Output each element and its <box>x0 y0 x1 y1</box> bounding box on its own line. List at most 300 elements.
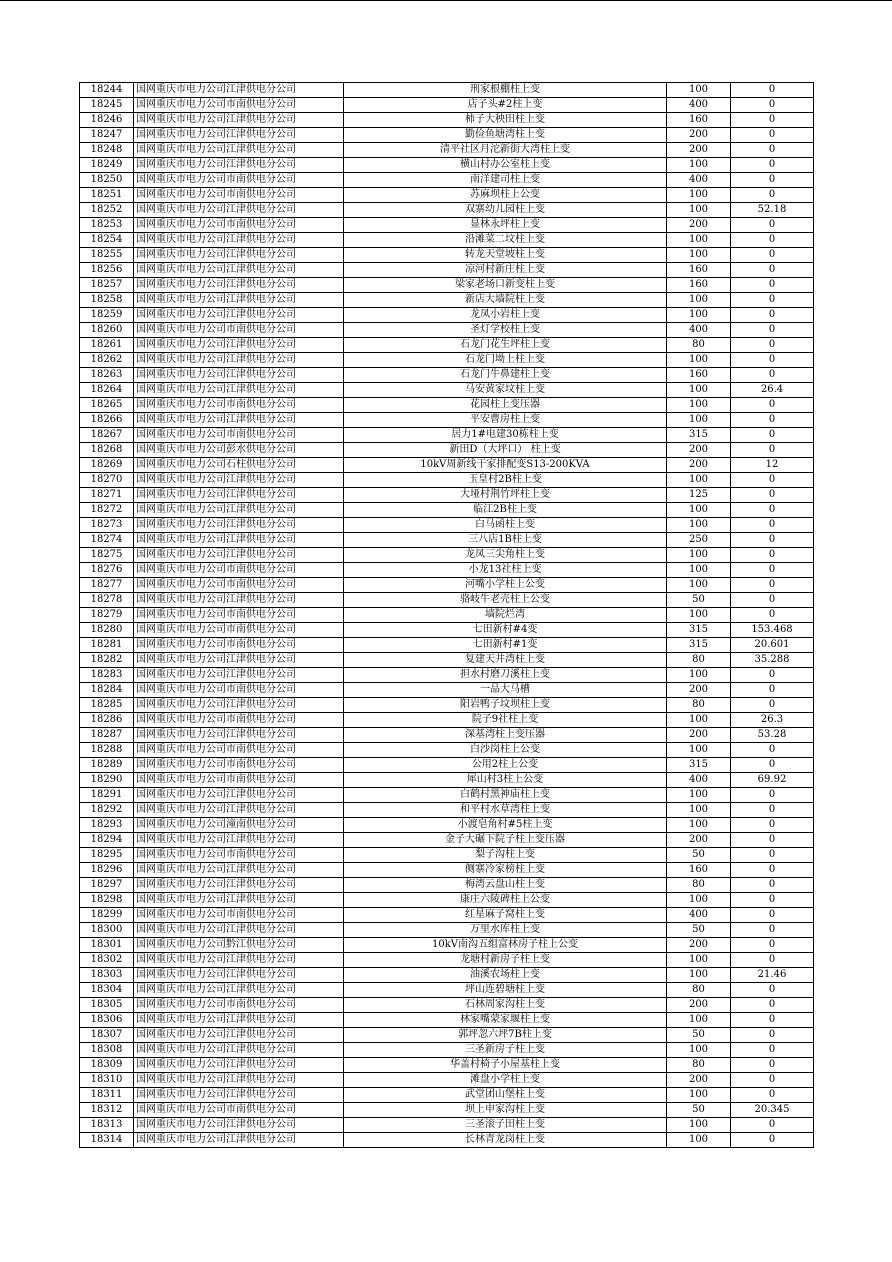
value-cell: 53.28 <box>731 728 814 743</box>
table-row <box>80 188 814 203</box>
table-row <box>80 683 814 698</box>
transformer-name-cell: 七田新村#4变 <box>344 623 667 638</box>
row-id-cell: 18256 <box>80 263 134 278</box>
company-cell: 国网重庆市电力公司市南供电分公司 <box>134 98 344 113</box>
transformer-name-cell: 马安黄家坟柱上变 <box>344 383 667 398</box>
value-cell: 0 <box>731 668 814 683</box>
table-row <box>80 743 814 758</box>
company-cell: 国网重庆市电力公司潼南供电分公司 <box>134 818 344 833</box>
company-cell: 国网重庆市电力公司市南供电分公司 <box>134 563 344 578</box>
value-cell: 0 <box>731 158 814 173</box>
value-cell: 0 <box>731 98 814 113</box>
transformer-name-cell: 一品大马槽 <box>344 683 667 698</box>
row-id-cell: 18292 <box>80 803 134 818</box>
transformer-name-cell: 南洋建司柱上变 <box>344 173 667 188</box>
company-cell: 国网重庆市电力公司江津供电分公司 <box>134 353 344 368</box>
table-row <box>80 653 814 668</box>
table-row <box>80 1058 814 1073</box>
value-cell: 0 <box>731 923 814 938</box>
transformer-name-cell: 犀山村3柱上公变 <box>344 773 667 788</box>
capacity-cell: 400 <box>667 98 731 113</box>
value-cell: 0 <box>731 818 814 833</box>
capacity-cell: 100 <box>667 413 731 428</box>
transformer-name-cell: 华盖村椅子小屋基柱上变 <box>344 1058 667 1073</box>
row-id-cell: 18285 <box>80 698 134 713</box>
capacity-cell: 100 <box>667 608 731 623</box>
capacity-cell: 200 <box>667 998 731 1013</box>
company-cell: 国网重庆市电力公司市南供电分公司 <box>134 1103 344 1118</box>
company-cell: 国网重庆市电力公司市南供电分公司 <box>134 758 344 773</box>
capacity-cell: 100 <box>667 353 731 368</box>
company-cell: 国网重庆市电力公司江津供电分公司 <box>134 383 344 398</box>
row-id-cell: 18294 <box>80 833 134 848</box>
value-cell: 0 <box>731 128 814 143</box>
value-cell: 0 <box>731 143 814 158</box>
company-cell: 国网重庆市电力公司江津供电分公司 <box>134 143 344 158</box>
row-id-cell: 18253 <box>80 218 134 233</box>
company-cell: 国网重庆市电力公司江津供电分公司 <box>134 1073 344 1088</box>
value-cell: 0 <box>731 368 814 383</box>
table-row <box>80 1118 814 1133</box>
row-id-cell: 18254 <box>80 233 134 248</box>
capacity-cell: 50 <box>667 848 731 863</box>
transformer-name-cell: 转龙天堂坡柱上变 <box>344 248 667 263</box>
row-id-cell: 18244 <box>80 83 134 98</box>
value-cell: 0 <box>731 848 814 863</box>
transformer-name-cell: 林家嘴蒙家堰柱上变 <box>344 1013 667 1028</box>
table-row <box>80 413 814 428</box>
capacity-cell: 200 <box>667 938 731 953</box>
company-cell: 国网重庆市电力公司市南供电分公司 <box>134 173 344 188</box>
transformer-name-cell: 柿子大秧田柱上变 <box>344 113 667 128</box>
row-id-cell: 18250 <box>80 173 134 188</box>
capacity-cell: 100 <box>667 668 731 683</box>
table-row <box>80 458 814 473</box>
company-cell: 国网重庆市电力公司江津供电分公司 <box>134 1133 344 1148</box>
table-row <box>80 1013 814 1028</box>
company-cell: 国网重庆市电力公司市南供电分公司 <box>134 188 344 203</box>
company-cell: 国网重庆市电力公司江津供电分公司 <box>134 968 344 983</box>
capacity-cell: 100 <box>667 233 731 248</box>
value-cell: 0 <box>731 683 814 698</box>
transformer-name-cell: 三八店1B柱上变 <box>344 533 667 548</box>
row-id-cell: 18284 <box>80 683 134 698</box>
company-cell: 国网重庆市电力公司江津供电分公司 <box>134 1088 344 1103</box>
company-cell: 国网重庆市电力公司江津供电分公司 <box>134 338 344 353</box>
value-cell: 0 <box>731 608 814 623</box>
capacity-cell: 400 <box>667 173 731 188</box>
value-cell: 0 <box>731 263 814 278</box>
company-cell: 国网重庆市电力公司彭水供电分公司 <box>134 443 344 458</box>
table-row <box>80 248 814 263</box>
capacity-cell: 200 <box>667 458 731 473</box>
row-id-cell: 18245 <box>80 98 134 113</box>
transformer-name-cell: 大垭村荆竹坪柱上变 <box>344 488 667 503</box>
transformer-name-cell: 临江2B柱上变 <box>344 503 667 518</box>
value-cell: 0 <box>731 473 814 488</box>
value-cell: 0 <box>731 803 814 818</box>
transformer-name-cell: 10kV周新线干家排配变S13-200KVA <box>344 458 667 473</box>
capacity-cell: 100 <box>667 563 731 578</box>
value-cell: 0 <box>731 998 814 1013</box>
transformer-name-cell: 复建天井湾柱上变 <box>344 653 667 668</box>
transformer-name-cell: 白马函柱上变 <box>344 518 667 533</box>
row-id-cell: 18259 <box>80 308 134 323</box>
value-cell: 69.92 <box>731 773 814 788</box>
capacity-cell: 100 <box>667 788 731 803</box>
value-cell: 0 <box>731 833 814 848</box>
table-row <box>80 593 814 608</box>
company-cell: 国网重庆市电力公司市南供电分公司 <box>134 683 344 698</box>
value-cell: 0 <box>731 338 814 353</box>
row-id-cell: 18268 <box>80 443 134 458</box>
row-id-cell: 18262 <box>80 353 134 368</box>
transformer-name-cell: 公用2柱上公变 <box>344 758 667 773</box>
company-cell: 国网重庆市电力公司江津供电分公司 <box>134 788 344 803</box>
company-cell: 国网重庆市电力公司市南供电分公司 <box>134 848 344 863</box>
transformer-name-cell: 龙凤三尖角柱上变 <box>344 548 667 563</box>
row-id-cell: 18263 <box>80 368 134 383</box>
table-row <box>80 863 814 878</box>
transformer-name-cell: 横山村办公室柱上变 <box>344 158 667 173</box>
table-row <box>80 893 814 908</box>
capacity-cell: 160 <box>667 113 731 128</box>
company-cell: 国网重庆市电力公司江津供电分公司 <box>134 653 344 668</box>
value-cell: 0 <box>731 1013 814 1028</box>
company-cell: 国网重庆市电力公司黔江供电分公司 <box>134 938 344 953</box>
value-cell: 0 <box>731 518 814 533</box>
capacity-cell: 100 <box>667 578 731 593</box>
company-cell: 国网重庆市电力公司江津供电分公司 <box>134 203 344 218</box>
value-cell: 52.18 <box>731 203 814 218</box>
value-cell: 26.3 <box>731 713 814 728</box>
row-id-cell: 18266 <box>80 413 134 428</box>
value-cell: 0 <box>731 293 814 308</box>
value-cell: 0 <box>731 1088 814 1103</box>
row-id-cell: 18282 <box>80 653 134 668</box>
capacity-cell: 80 <box>667 983 731 998</box>
value-cell: 0 <box>731 863 814 878</box>
company-cell: 国网重庆市电力公司江津供电分公司 <box>134 668 344 683</box>
transformer-name-cell: 武堂团山堡柱上变 <box>344 1088 667 1103</box>
value-cell: 0 <box>731 1133 814 1148</box>
company-cell: 国网重庆市电力公司市南供电分公司 <box>134 908 344 923</box>
company-cell: 国网重庆市电力公司江津供电分公司 <box>134 593 344 608</box>
capacity-cell: 200 <box>667 833 731 848</box>
row-id-cell: 18267 <box>80 428 134 443</box>
company-cell: 国网重庆市电力公司江津供电分公司 <box>134 128 344 143</box>
capacity-cell: 100 <box>667 818 731 833</box>
value-cell: 0 <box>731 323 814 338</box>
transformer-name-cell: 玉皇村2B柱上变 <box>344 473 667 488</box>
top-rule <box>0 0 892 1</box>
row-id-cell: 18277 <box>80 578 134 593</box>
table-row <box>80 698 814 713</box>
row-id-cell: 18281 <box>80 638 134 653</box>
transformer-name-cell: 万里水库柱上变 <box>344 923 667 938</box>
row-id-cell: 18305 <box>80 998 134 1013</box>
value-cell: 0 <box>731 1028 814 1043</box>
capacity-cell: 100 <box>667 803 731 818</box>
value-cell: 0 <box>731 743 814 758</box>
company-cell: 国网重庆市电力公司江津供电分公司 <box>134 893 344 908</box>
company-cell: 国网重庆市电力公司江津供电分公司 <box>134 233 344 248</box>
capacity-cell: 160 <box>667 263 731 278</box>
capacity-cell: 100 <box>667 248 731 263</box>
transformer-name-cell: 龙凤小岩柱上变 <box>344 308 667 323</box>
table-row <box>80 263 814 278</box>
company-cell: 国网重庆市电力公司江津供电分公司 <box>134 698 344 713</box>
transformer-name-cell: 阳岩鸭子坟坝柱上变 <box>344 698 667 713</box>
row-id-cell: 18304 <box>80 983 134 998</box>
capacity-cell: 400 <box>667 323 731 338</box>
table-row <box>80 668 814 683</box>
row-id-cell: 18270 <box>80 473 134 488</box>
table-row <box>80 878 814 893</box>
row-id-cell: 18247 <box>80 128 134 143</box>
company-cell: 国网重庆市电力公司江津供电分公司 <box>134 1028 344 1043</box>
capacity-cell: 200 <box>667 1073 731 1088</box>
company-cell: 国网重庆市电力公司江津供电分公司 <box>134 833 344 848</box>
capacity-cell: 160 <box>667 863 731 878</box>
row-id-cell: 18275 <box>80 548 134 563</box>
table-row <box>80 473 814 488</box>
table-row <box>80 203 814 218</box>
value-cell: 12 <box>731 458 814 473</box>
company-cell: 国网重庆市电力公司石柱供电分公司 <box>134 458 344 473</box>
value-cell: 0 <box>731 1118 814 1133</box>
table-row <box>80 428 814 443</box>
transformer-name-cell: 凉河村新庄柱上变 <box>344 263 667 278</box>
table-row <box>80 173 814 188</box>
table-row <box>80 998 814 1013</box>
transformer-name-cell: 侧寨冷家榜柱上变 <box>344 863 667 878</box>
company-cell: 国网重庆市电力公司江津供电分公司 <box>134 158 344 173</box>
table-row <box>80 1073 814 1088</box>
transformer-name-cell: 花园柱上变压器 <box>344 398 667 413</box>
capacity-cell: 80 <box>667 878 731 893</box>
transformer-name-cell: 龙塘村新房子柱上变 <box>344 953 667 968</box>
capacity-cell: 315 <box>667 758 731 773</box>
capacity-cell: 100 <box>667 518 731 533</box>
transformer-name-cell: 梨子沟柱上变 <box>344 848 667 863</box>
transformer-name-cell: 新田D（大坪口） 柱上变 <box>344 443 667 458</box>
table-row <box>80 818 814 833</box>
row-id-cell: 18290 <box>80 773 134 788</box>
table-row <box>80 233 814 248</box>
table-row <box>80 128 814 143</box>
transformer-name-cell: 三圣滚子田柱上变 <box>344 1118 667 1133</box>
row-id-cell: 18272 <box>80 503 134 518</box>
company-cell: 国网重庆市电力公司江津供电分公司 <box>134 503 344 518</box>
value-cell: 0 <box>731 398 814 413</box>
company-cell: 国网重庆市电力公司市南供电分公司 <box>134 998 344 1013</box>
transformer-name-cell: 骆岐牛老壳柱上公变 <box>344 593 667 608</box>
company-cell: 国网重庆市电力公司江津供电分公司 <box>134 413 344 428</box>
company-cell: 国网重庆市电力公司市南供电分公司 <box>134 323 344 338</box>
capacity-cell: 100 <box>667 893 731 908</box>
value-cell: 0 <box>731 908 814 923</box>
value-cell: 0 <box>731 278 814 293</box>
company-cell: 国网重庆市电力公司江津供电分公司 <box>134 803 344 818</box>
row-id-cell: 18299 <box>80 908 134 923</box>
transformer-name-cell: 金子大碾下院子柱上变压器 <box>344 833 667 848</box>
value-cell: 0 <box>731 353 814 368</box>
table-row <box>80 728 814 743</box>
row-id-cell: 18248 <box>80 143 134 158</box>
row-id-cell: 18278 <box>80 593 134 608</box>
company-cell: 国网重庆市电力公司江津供电分公司 <box>134 923 344 938</box>
value-cell: 0 <box>731 413 814 428</box>
value-cell: 35.288 <box>731 653 814 668</box>
capacity-cell: 100 <box>667 953 731 968</box>
row-id-cell: 18301 <box>80 938 134 953</box>
transformer-name-cell: 双寨幼儿园柱上变 <box>344 203 667 218</box>
transformer-name-cell: 梁家老场口新变柱上变 <box>344 278 667 293</box>
value-cell: 0 <box>731 488 814 503</box>
company-cell: 国网重庆市电力公司江津供电分公司 <box>134 953 344 968</box>
company-cell: 国网重庆市电力公司江津供电分公司 <box>134 533 344 548</box>
table-row <box>80 98 814 113</box>
table-row <box>80 1133 814 1148</box>
table-row <box>80 1028 814 1043</box>
company-cell: 国网重庆市电力公司江津供电分公司 <box>134 1058 344 1073</box>
table-row <box>80 488 814 503</box>
table-row <box>80 1043 814 1058</box>
row-id-cell: 18257 <box>80 278 134 293</box>
value-cell: 0 <box>731 593 814 608</box>
company-cell: 国网重庆市电力公司市南供电分公司 <box>134 398 344 413</box>
transformer-name-cell: 石龙门花生坪柱上变 <box>344 338 667 353</box>
capacity-cell: 200 <box>667 683 731 698</box>
value-cell: 0 <box>731 893 814 908</box>
company-cell: 国网重庆市电力公司江津供电分公司 <box>134 83 344 98</box>
table-row <box>80 398 814 413</box>
capacity-cell: 100 <box>667 293 731 308</box>
capacity-cell: 200 <box>667 728 731 743</box>
value-cell: 0 <box>731 953 814 968</box>
table-row <box>80 833 814 848</box>
company-cell: 国网重庆市电力公司江津供电分公司 <box>134 368 344 383</box>
capacity-cell: 160 <box>667 368 731 383</box>
transformer-name-cell: 小龙13社柱上变 <box>344 563 667 578</box>
capacity-cell: 100 <box>667 968 731 983</box>
transformer-name-cell: 油溪农场柱上变 <box>344 968 667 983</box>
capacity-cell: 200 <box>667 218 731 233</box>
transformer-name-cell: 白沙岗柱上公变 <box>344 743 667 758</box>
row-id-cell: 18287 <box>80 728 134 743</box>
value-cell: 21.46 <box>731 968 814 983</box>
company-cell: 国网重庆市电力公司市南供电分公司 <box>134 608 344 623</box>
row-id-cell: 18308 <box>80 1043 134 1058</box>
company-cell: 国网重庆市电力公司江津供电分公司 <box>134 248 344 263</box>
row-id-cell: 18293 <box>80 818 134 833</box>
capacity-cell: 315 <box>667 428 731 443</box>
table-row <box>80 368 814 383</box>
row-id-cell: 18309 <box>80 1058 134 1073</box>
value-cell: 0 <box>731 83 814 98</box>
transformer-name-cell: 三圣新房子柱上变 <box>344 1043 667 1058</box>
transformer-name-cell: 河嘴小学柱上公变 <box>344 578 667 593</box>
company-cell: 国网重庆市电力公司江津供电分公司 <box>134 878 344 893</box>
value-cell: 0 <box>731 308 814 323</box>
table-row <box>80 293 814 308</box>
transformer-name-cell: 梅湾云盘山柱上变 <box>344 878 667 893</box>
capacity-cell: 100 <box>667 1013 731 1028</box>
value-cell: 0 <box>731 428 814 443</box>
table-row <box>80 983 814 998</box>
transformer-name-cell: 长林青龙岗柱上变 <box>344 1133 667 1148</box>
table-row <box>80 218 814 233</box>
capacity-cell: 100 <box>667 1088 731 1103</box>
capacity-cell: 315 <box>667 623 731 638</box>
row-id-cell: 18311 <box>80 1088 134 1103</box>
capacity-cell: 100 <box>667 188 731 203</box>
transformer-name-cell: 石龙门牛鼻建柱上变 <box>344 368 667 383</box>
row-id-cell: 18273 <box>80 518 134 533</box>
row-id-cell: 18312 <box>80 1103 134 1118</box>
capacity-cell: 50 <box>667 1028 731 1043</box>
capacity-cell: 200 <box>667 143 731 158</box>
transformer-name-cell: 担水村磨刀溪柱上变 <box>344 668 667 683</box>
company-cell: 国网重庆市电力公司江津供电分公司 <box>134 518 344 533</box>
company-cell: 国网重庆市电力公司江津供电分公司 <box>134 983 344 998</box>
value-cell: 0 <box>731 878 814 893</box>
table-row <box>80 353 814 368</box>
row-id-cell: 18265 <box>80 398 134 413</box>
row-id-cell: 18246 <box>80 113 134 128</box>
value-cell: 0 <box>731 218 814 233</box>
company-cell: 国网重庆市电力公司市南供电分公司 <box>134 713 344 728</box>
capacity-cell: 125 <box>667 488 731 503</box>
capacity-cell: 100 <box>667 503 731 518</box>
row-id-cell: 18298 <box>80 893 134 908</box>
transformer-name-cell: 墙院烂湾 <box>344 608 667 623</box>
row-id-cell: 18288 <box>80 743 134 758</box>
value-cell: 153.468 <box>731 623 814 638</box>
table-row <box>80 923 814 938</box>
company-cell: 国网重庆市电力公司江津供电分公司 <box>134 113 344 128</box>
transformer-name-cell: 石龙门坳上柱上变 <box>344 353 667 368</box>
company-cell: 国网重庆市电力公司市南供电分公司 <box>134 578 344 593</box>
capacity-cell: 100 <box>667 203 731 218</box>
capacity-cell: 80 <box>667 338 731 353</box>
company-cell: 国网重庆市电力公司市南供电分公司 <box>134 218 344 233</box>
row-id-cell: 18260 <box>80 323 134 338</box>
table-row <box>80 338 814 353</box>
company-cell: 国网重庆市电力公司市南供电分公司 <box>134 743 344 758</box>
row-id-cell: 18283 <box>80 668 134 683</box>
value-cell: 0 <box>731 788 814 803</box>
company-cell: 国网重庆市电力公司市南供电分公司 <box>134 623 344 638</box>
transformer-name-cell: 圣灯学校柱上变 <box>344 323 667 338</box>
row-id-cell: 18310 <box>80 1073 134 1088</box>
capacity-cell: 100 <box>667 743 731 758</box>
row-id-cell: 18261 <box>80 338 134 353</box>
capacity-cell: 100 <box>667 308 731 323</box>
row-id-cell: 18286 <box>80 713 134 728</box>
capacity-cell: 100 <box>667 548 731 563</box>
table-row <box>80 563 814 578</box>
transformer-name-cell: 勤俭鱼塘湾柱上变 <box>344 128 667 143</box>
table-row <box>80 953 814 968</box>
table-row <box>80 788 814 803</box>
company-cell: 国网重庆市电力公司江津供电分公司 <box>134 863 344 878</box>
value-cell: 0 <box>731 173 814 188</box>
company-cell: 国网重庆市电力公司江津供电分公司 <box>134 293 344 308</box>
transformer-name-cell: 郭坪忽六坪7B柱上变 <box>344 1028 667 1043</box>
company-cell: 国网重庆市电力公司市南供电分公司 <box>134 773 344 788</box>
